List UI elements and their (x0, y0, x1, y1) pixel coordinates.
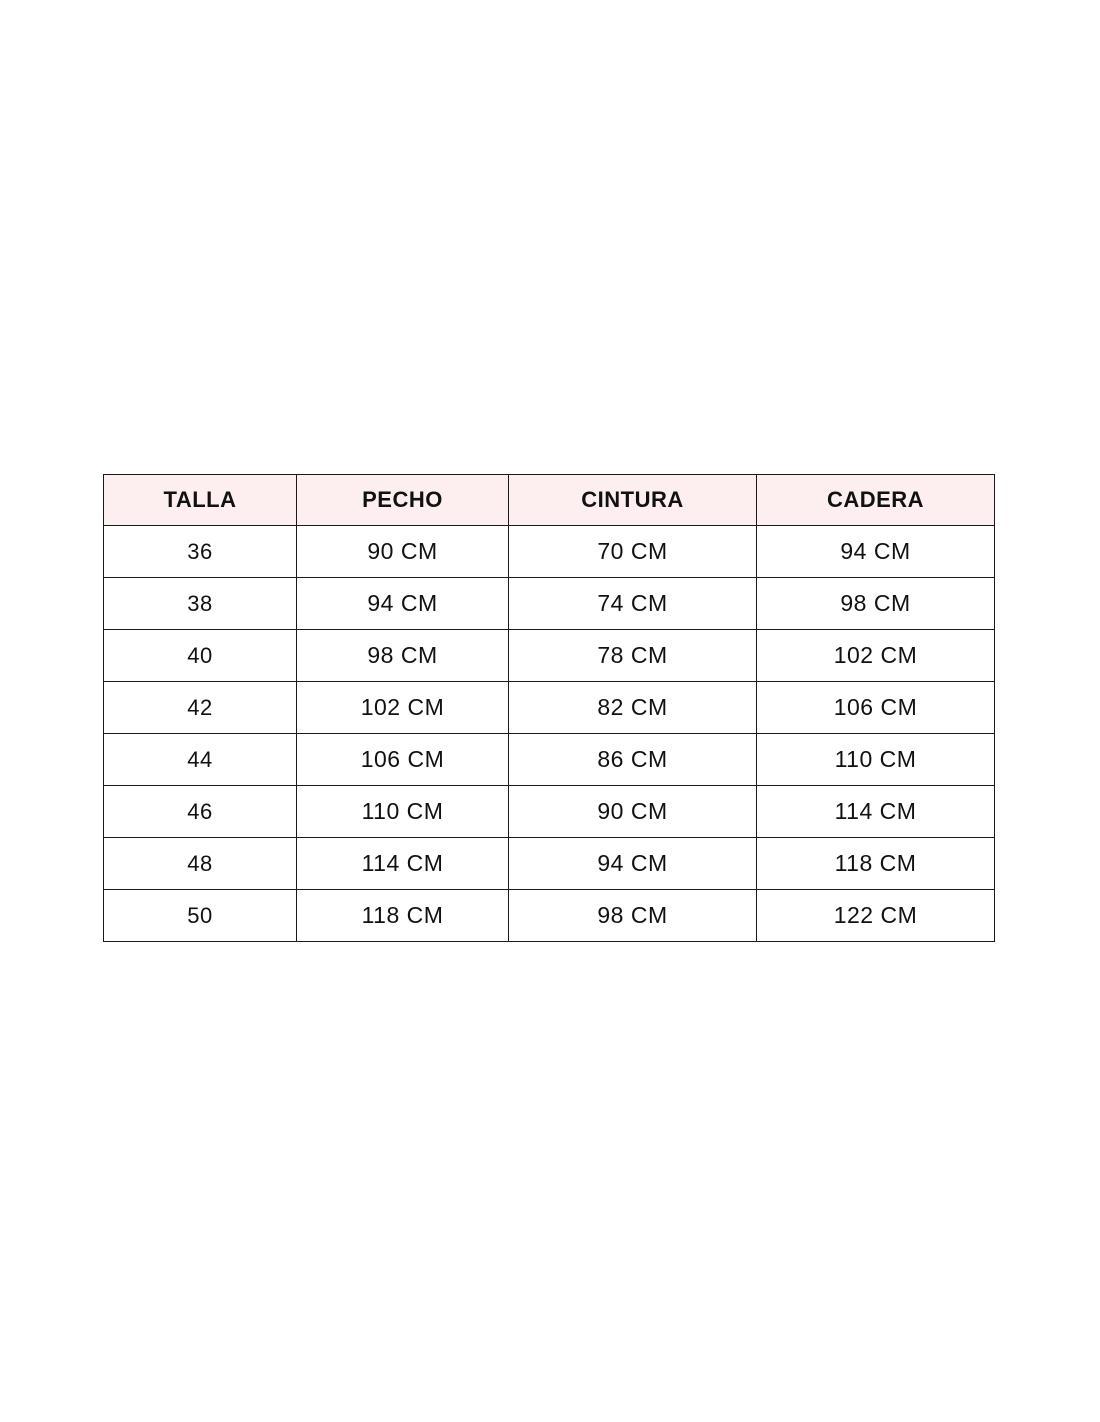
size-cell: 48 (104, 838, 297, 890)
chest-cell: 110 CM (297, 786, 509, 838)
hip-cell: 118 CM (757, 838, 995, 890)
waist-cell: 74 CM (509, 578, 757, 630)
header-row (104, 475, 995, 526)
hip-cell: 122 CM (757, 890, 995, 942)
size-cell: 46 (104, 786, 297, 838)
hip-cell: 102 CM (757, 630, 995, 682)
size-cell: 38 (104, 578, 297, 630)
size-chart-table (103, 474, 995, 942)
hip-cell: 94 CM (757, 526, 995, 578)
table-row (104, 526, 995, 578)
waist-cell: 94 CM (509, 838, 757, 890)
table-header (104, 475, 995, 526)
table-body (104, 526, 995, 942)
waist-cell: 82 CM (509, 682, 757, 734)
chest-cell: 90 CM (297, 526, 509, 578)
chest-cell: 98 CM (297, 630, 509, 682)
chest-cell: 118 CM (297, 890, 509, 942)
size-cell: 50 (104, 890, 297, 942)
chest-cell: 102 CM (297, 682, 509, 734)
chest-cell: 106 CM (297, 734, 509, 786)
waist-cell: 78 CM (509, 630, 757, 682)
waist-cell: 90 CM (509, 786, 757, 838)
waist-cell: 98 CM (509, 890, 757, 942)
header-talla: TALLA (104, 475, 297, 526)
header-pecho: PECHO (297, 475, 509, 526)
waist-cell: 86 CM (509, 734, 757, 786)
hip-cell: 98 CM (757, 578, 995, 630)
table-row (104, 734, 995, 786)
table-row (104, 890, 995, 942)
table-row (104, 838, 995, 890)
size-cell: 40 (104, 630, 297, 682)
table-row (104, 578, 995, 630)
size-cell: 36 (104, 526, 297, 578)
hip-cell: 106 CM (757, 682, 995, 734)
size-cell: 42 (104, 682, 297, 734)
table-row (104, 630, 995, 682)
waist-cell: 70 CM (509, 526, 757, 578)
size-cell: 44 (104, 734, 297, 786)
table-row (104, 682, 995, 734)
chest-cell: 94 CM (297, 578, 509, 630)
hip-cell: 114 CM (757, 786, 995, 838)
hip-cell: 110 CM (757, 734, 995, 786)
table-row (104, 786, 995, 838)
chest-cell: 114 CM (297, 838, 509, 890)
header-cintura: CINTURA (509, 475, 757, 526)
header-cadera: CADERA (757, 475, 995, 526)
